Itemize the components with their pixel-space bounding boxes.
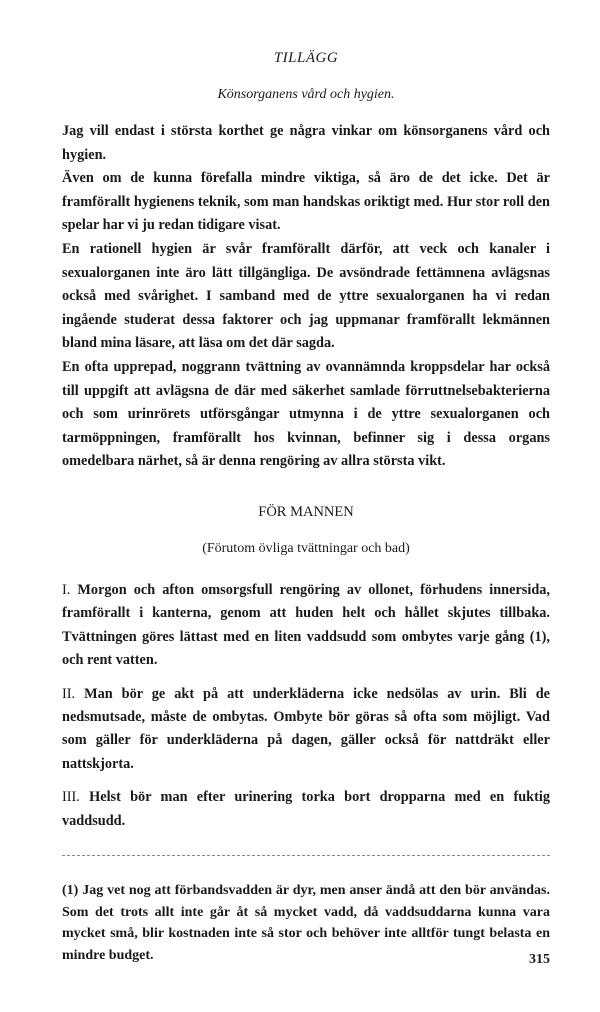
- footnote-divider: [62, 855, 550, 856]
- paragraph: En rationell hygien är svår framförallt därför, att veck och kanaler i sexualorganen inte äro lätt tillgängliga. De avsöndrade fettämnena avlägsnas också med svårighet. I samband med de yttre sexualorganen ha vi redan ingående studerat dessa faktorer och jag uppmanar framförallt lekmännen bland mina läsare, att läsa om det där sagda.: [62, 240, 550, 352]
- list-item-text: Helst bör man efter urinering torka bort dropparna med en fuktig vaddsudd.: [62, 789, 551, 829]
- page-title: TILLÄGG: [273, 50, 339, 66]
- list-item: [62, 683, 550, 777]
- section-subtitle: (Förutom övliga tvättningar och bad): [202, 540, 410, 556]
- list-item-text: Morgon och afton omsorgsfull rengöring av ollonet, förhudens innersida, framförallt i kanterna, genom att huden helt och hållet skjutes tillbaka. Tvättningen göres lättast med en liten vaddsudd som ombytes varje gång (1), och rent vatten.: [62, 581, 550, 669]
- list-item-number: II.: [62, 685, 76, 702]
- list-item: [62, 786, 550, 833]
- book-page: [62, 50, 550, 990]
- footnote-text: (1) Jag vet nog att förbandsvadden är dyr, men anser ändå att den bör användas. Som det trots allt inte går åt så mycket vadd, då vaddsuddarna kunna vara mycket små, blir kostnaden inte så stor och behöver inte alltför tungt belasta en mindre budget.: [62, 882, 550, 963]
- instruction-list: [62, 579, 550, 833]
- paragraph: Även om de kunna förefalla mindre viktiga, så äro de det icke. Det är framförallt hygienens teknik, som man handskas oriktigt med. Hur stor roll den spelar har vi ju redan tidigare visat.: [62, 170, 550, 234]
- page-number: 315: [529, 952, 550, 967]
- list-item-number: I.: [62, 581, 71, 598]
- footnote: [62, 880, 550, 966]
- page-subtitle: Könsorganens vård och hygien.: [217, 87, 395, 102]
- list-item: [62, 579, 550, 673]
- intro-text: [62, 120, 550, 474]
- paragraph: Jag vill endast i största korthet ge några vinkar om könsorganens vård och hygien.: [62, 123, 550, 163]
- section-title: FÖR MANNEN: [258, 503, 354, 520]
- list-item-number: III.: [62, 789, 80, 806]
- list-item-text: Man bör ge akt på att underkläderna icke nedsölas av urin. Bli de nedsmutsade, måste de ombytas. Ombyte bör göras så ofta som möjligt. Vad som gäller för underkläderna på dagen, gäller också för nattdräkt eller nattskjorta.: [62, 685, 550, 772]
- paragraph: En ofta upprepad, noggrann tvättning av ovannämnda kroppsdelar har också till uppgift att avlägsna de där med säkerhet samlade förruttnelsebakterierna och som urinrörets utförsgångar utmynna i de yttre sexualorganen och tarmöppningen, framförallt hos kvinnan, befinner sig i dessa organs omedelbara närhet, så är denna rengöring av allra största vikt.: [62, 358, 550, 470]
